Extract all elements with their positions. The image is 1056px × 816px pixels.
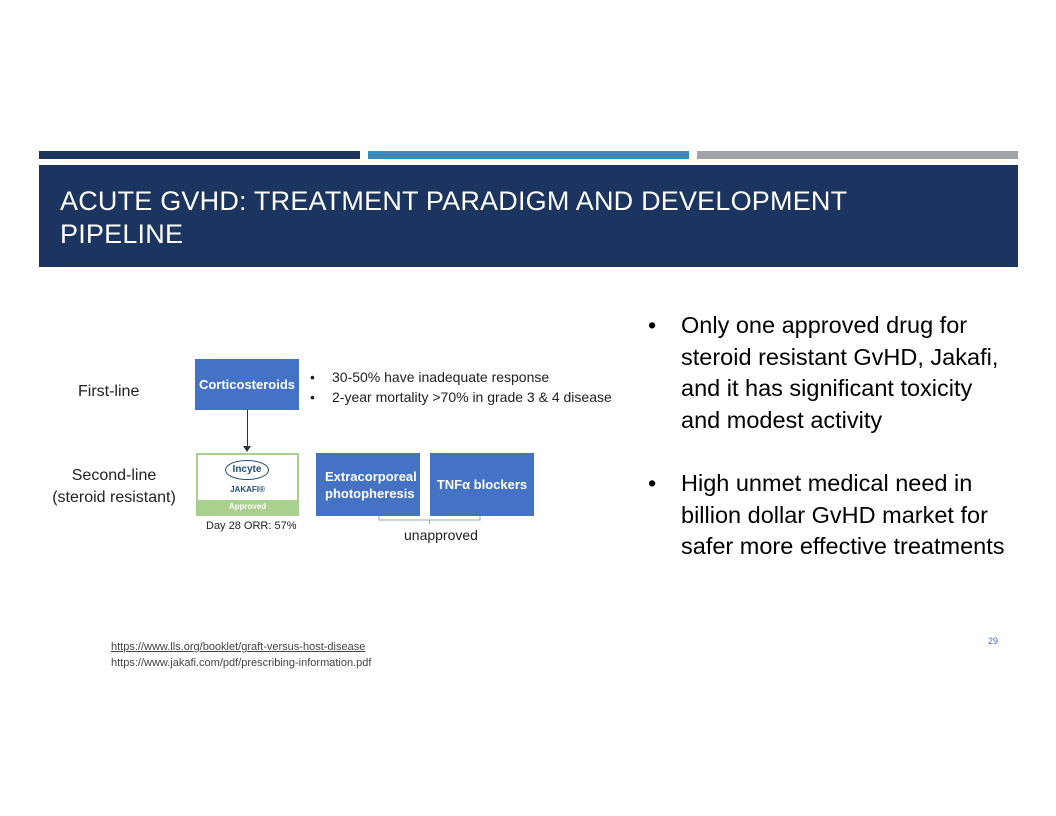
approved-badge: Approved xyxy=(198,500,297,514)
list-item: • 2-year mortality >70% in grade 3 & 4 disease xyxy=(310,389,612,405)
top-bar-gray xyxy=(697,151,1018,159)
list-item: • Only one approved drug for steroid resistant GvHD, Jakafi, and it has significant toxicity and modest activity xyxy=(648,312,999,433)
references xyxy=(111,639,371,671)
second-line-label: Second-line (steroid resistant) xyxy=(52,467,176,506)
orr-label: Day 28 ORR: 57% xyxy=(206,520,297,532)
title-banner xyxy=(39,165,1018,267)
top-bar-navy xyxy=(39,151,360,159)
bullet-dot: • xyxy=(310,369,315,385)
bullet-dot: • xyxy=(648,312,657,338)
brace-icon xyxy=(378,516,481,524)
slide-title: ACUTE GVHD: TREATMENT PARADIGM AND DEVELOPMENT PIPELINE xyxy=(60,186,847,249)
arrow-down-icon xyxy=(243,446,251,452)
arrow-line xyxy=(247,410,248,448)
list-item: • 30-50% have inadequate response xyxy=(310,369,550,385)
jakafi-label: JAKAFI® xyxy=(230,485,265,494)
first-line-label: First-line xyxy=(78,383,140,400)
bullet-dot: • xyxy=(310,389,315,405)
incyte-logo: Incyte xyxy=(225,460,269,480)
first-line-bullets xyxy=(308,367,612,407)
tnf-box: TNFα blockers xyxy=(430,453,534,516)
page-number: 29 xyxy=(988,636,999,646)
corticosteroids-box: Corticosteroids xyxy=(195,359,299,410)
bullet-dot: • xyxy=(648,470,657,496)
reference-text: https://www.jakafi.com/pdf/prescribing-information.pdf xyxy=(111,657,372,669)
jakafi-box xyxy=(196,453,299,516)
ecp-box: Extracorporeal photopheresis xyxy=(316,453,420,516)
list-item: • High unmet medical need in billion dollar GvHD market for safer more effective treatments xyxy=(648,470,1005,559)
top-bar-teal xyxy=(368,151,689,159)
unapproved-label: unapproved xyxy=(404,527,478,543)
main-bullets xyxy=(648,310,1018,595)
reference-link[interactable]: https://www.lls.org/booklet/graft-versus-host-disease xyxy=(111,641,366,653)
